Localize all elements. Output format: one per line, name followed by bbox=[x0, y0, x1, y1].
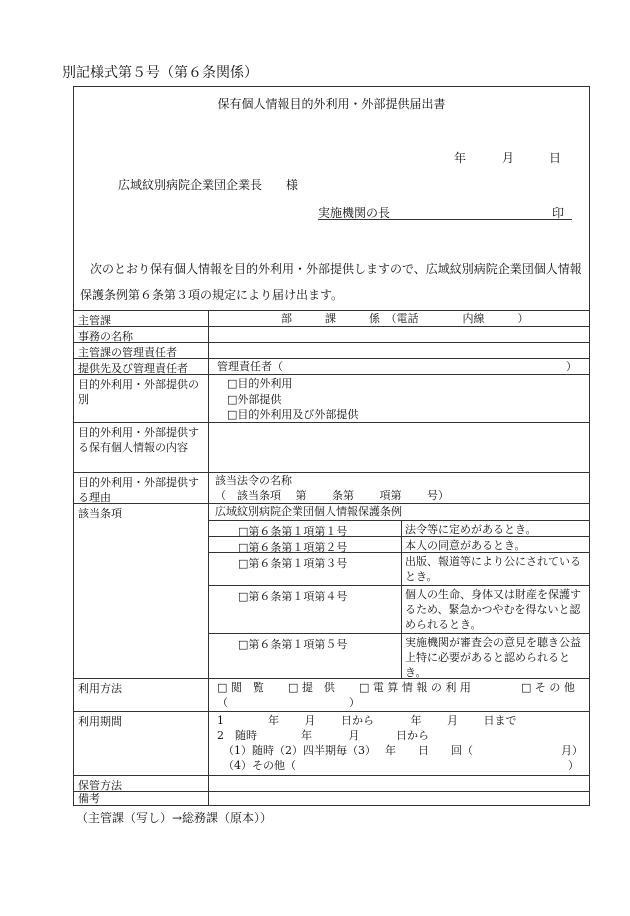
value-content[interactable] bbox=[209, 423, 589, 472]
document-title: 保有個人情報目的外利用・外部提供届出書 bbox=[217, 97, 446, 111]
reason-line-1: 該当法令の名称 bbox=[215, 474, 292, 487]
clause-item-5-checkbox[interactable]: □第６条第１項第５号 bbox=[238, 638, 348, 651]
row-remarks bbox=[74, 791, 589, 805]
reason-line-2: （ 該当条項 第 条第 項第 号） bbox=[215, 489, 449, 502]
clause-ordinance-text: 広域紋別病院企業団個人情報保護条例 bbox=[215, 505, 402, 518]
body-text-line-2: 保護条例第６条第３項の規定により届け出ます。 bbox=[80, 288, 344, 302]
value-storage[interactable] bbox=[209, 776, 589, 791]
clause-item-2-checkbox[interactable]: □第６条第１項第２号 bbox=[238, 541, 348, 554]
usage-option-provide[interactable]: □ 提 供 bbox=[288, 681, 335, 694]
label-reason: 目的外利用・外部提供する理由 bbox=[74, 473, 209, 503]
value-office[interactable] bbox=[209, 327, 589, 342]
row-clause bbox=[74, 503, 589, 678]
recipient-right: ） bbox=[566, 360, 577, 373]
form-header bbox=[74, 87, 589, 310]
dept-value-text: 部 課 係 （電話 内線 ） bbox=[281, 312, 529, 325]
clause-item-5 bbox=[209, 633, 589, 679]
row-recipient bbox=[74, 358, 589, 374]
date-year: 年 bbox=[454, 151, 467, 165]
label-manager: 主管課の管理責任者 bbox=[74, 343, 209, 358]
clause-item-2-desc: 本人の同意があるとき。 bbox=[405, 539, 526, 552]
row-type bbox=[74, 374, 589, 422]
row-content bbox=[74, 422, 589, 472]
seal-mark: 印 bbox=[551, 206, 564, 220]
date-day: 日 bbox=[549, 151, 562, 165]
label-clause: 該当条項 bbox=[74, 504, 209, 678]
period-line-2: 2 随時 年 月 日から bbox=[217, 729, 429, 742]
row-reason bbox=[74, 472, 589, 503]
label-office: 事務の名称 bbox=[74, 327, 209, 342]
form-frame bbox=[73, 86, 590, 806]
period-line-4: （4）その他（ bbox=[223, 759, 296, 772]
head-signature-line bbox=[318, 204, 572, 220]
label-recipient: 提供先及び管理責任者 bbox=[74, 359, 209, 374]
clause-item-1 bbox=[209, 520, 589, 536]
clause-item-4-checkbox[interactable]: □第６条第１項第４号 bbox=[238, 590, 348, 603]
clause-item-1-desc: 法令等に定めがあるとき。 bbox=[405, 523, 537, 536]
usage-option-other[interactable]: □ そ の 他 bbox=[521, 681, 575, 694]
clause-ordinance bbox=[209, 504, 589, 520]
type-option-1[interactable]: □目的外利用 bbox=[227, 377, 293, 390]
type-option-3[interactable]: □目的外利用及び外部提供 bbox=[227, 408, 359, 421]
clause-item-2 bbox=[209, 536, 589, 552]
row-period bbox=[74, 711, 589, 775]
period-line-3-end: 月） bbox=[561, 744, 583, 757]
clause-item-1-checkbox[interactable]: □第６条第１項第１号 bbox=[238, 525, 348, 538]
period-line-3: （1）随時（2）四半期毎（3） 年 日 回（ bbox=[223, 744, 473, 757]
value-manager[interactable] bbox=[209, 343, 589, 358]
period-line-1: 1 年 月 日から 年 月 日まで bbox=[217, 714, 517, 727]
usage-option-computer[interactable]: □ 電 算 情 報 の 利 用 bbox=[359, 681, 471, 694]
clause-item-3 bbox=[209, 552, 589, 585]
form-number-label: 別記様式第５号（第６条関係） bbox=[62, 65, 258, 81]
label-dept: 主管課 bbox=[74, 311, 209, 326]
date-month: 月 bbox=[502, 151, 515, 165]
usage-paren-open: （ bbox=[217, 696, 228, 709]
clause-item-4-desc: 個人の生命、身体又は財産を保護するため、緊急かつやむを得ないと認められるとき。 bbox=[405, 588, 581, 631]
label-period: 利用期間 bbox=[74, 712, 209, 775]
clause-item-5-desc: 実施機関が審査会の意見を聴き公益上特に必要があると認められるとき。 bbox=[405, 636, 581, 679]
footer-note: （主管課（写し）→総務課（原本）） bbox=[76, 811, 273, 825]
row-storage bbox=[74, 775, 589, 791]
label-usage: 利用方法 bbox=[74, 679, 209, 711]
value-dept bbox=[209, 311, 589, 326]
clause-item-4 bbox=[209, 585, 589, 633]
value-recipient[interactable] bbox=[209, 359, 589, 374]
clause-item-3-checkbox[interactable]: □第６条第１項第３号 bbox=[238, 557, 348, 570]
usage-option-view[interactable]: □ 閲 覧 bbox=[217, 681, 264, 694]
recipient-left: 管理責任者（ bbox=[217, 360, 283, 373]
value-reason bbox=[209, 473, 589, 503]
label-storage: 保管方法 bbox=[74, 776, 209, 791]
value-type bbox=[209, 375, 589, 422]
addressee: 広域紋別病院企業団企業長 様 bbox=[118, 178, 299, 192]
body-text-line-1: 次のとおり保有個人情報を目的外利用・外部提供しますので、広域紋別病院企業団個人情報 bbox=[90, 262, 582, 276]
row-manager bbox=[74, 342, 589, 358]
row-office bbox=[74, 326, 589, 342]
value-usage bbox=[209, 679, 589, 711]
head-label: 実施機関の長 bbox=[318, 206, 391, 220]
label-type: 目的外利用・外部提供の別 bbox=[74, 375, 209, 422]
row-dept bbox=[74, 310, 589, 326]
row-usage bbox=[74, 678, 589, 711]
type-option-2[interactable]: □外部提供 bbox=[227, 393, 282, 406]
value-period bbox=[209, 712, 589, 775]
clause-item-3-desc: 出版、報道等により公にされているとき。 bbox=[405, 555, 581, 583]
usage-paren-close: ） bbox=[349, 696, 360, 709]
label-remarks: 備考 bbox=[74, 792, 209, 805]
value-remarks[interactable] bbox=[209, 792, 589, 805]
period-line-4-end: ） bbox=[568, 759, 579, 772]
label-content: 目的外利用・外部提供する保有個人情報の内容 bbox=[74, 423, 209, 472]
